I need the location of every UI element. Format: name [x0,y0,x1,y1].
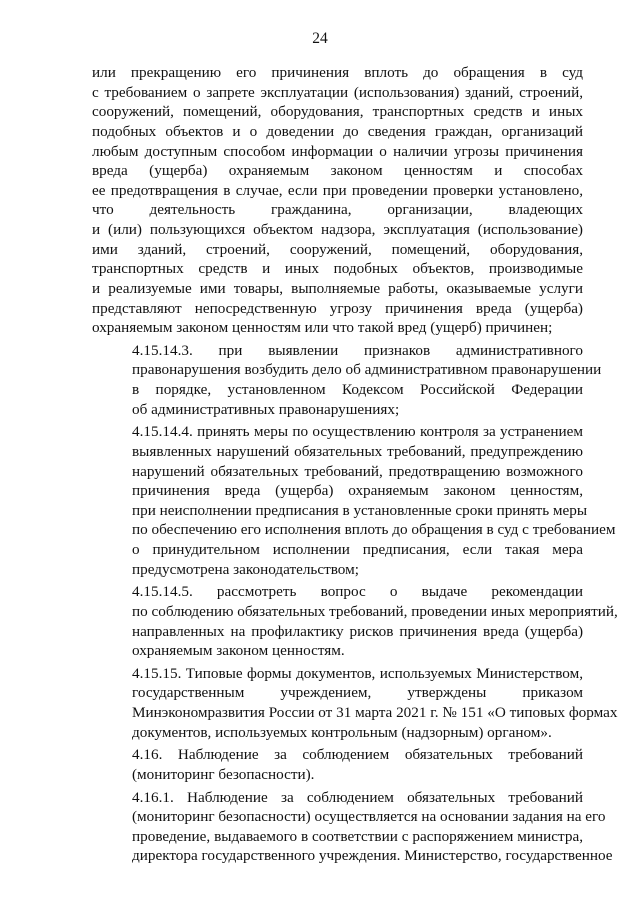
text-line: 4.15.14.4. принять меры по осуществлению контроля за устранением [132,423,583,441]
text-line: в порядке, установленном Кодексом Российской Федерации [132,381,583,398]
text-line: направленных на профилактику рисков причинения вреда (ущерба) [132,622,583,640]
text-line: сооружений, помещений, оборудования, транспортных средств и иных [92,103,583,121]
paragraph-4-16-1 [92,788,613,867]
text-line: и (или) пользующихся объектом надзора, эксплуатация (использование) [92,221,583,238]
text-line: с требованием о запрете эксплуатации (использования) зданий, строений, [92,83,583,101]
paragraph-4-15-15 [92,664,618,743]
text-line: об административных правонарушениях; [132,400,400,418]
text-line: подобных объектов и о доведении до сведения граждан, организаций [92,122,583,140]
text-line: предусмотрена законодательством; [132,560,359,578]
text-line: причинения вреда (ущерба) охраняемым законом ценностям, [132,482,583,500]
document-body [92,63,618,869]
text-line: (мониторинг безопасности). [132,765,315,783]
text-line: при неисполнении предписания в установленные сроки принять меры [132,501,588,519]
text-line: правонарушения возбудить дело об административном правонарушении [132,361,602,379]
text-line: 4.15.14.3. при выявлении признаков административного [132,341,583,359]
text-line: вреда (ущерба) охраняемым законом ценностям и способах [92,162,583,180]
paragraph-4-15-14-5 [92,582,618,661]
text-line: по соблюдению обязательных требований, проведении иных мероприятий, [132,602,618,620]
text-line: охраняемым законом ценностям. [132,642,345,660]
text-line: что деятельность гражданина, организации, владеющих [92,201,583,219]
text-line: директора государственного учреждения. Министерство, государственное [132,847,613,865]
text-line: ее предотвращения в случае, если при проведении проверки установлено, [92,181,583,199]
paragraph-4-15-14-4 [92,422,616,579]
text-line: (мониторинг безопасности) осуществляется на основании задания на его [132,808,606,826]
text-line: транспортных средств и иных подобных объектов, производимые [92,260,583,278]
page-number: 24 [312,30,328,47]
text-line: 4.16. Наблюдение за соблюдением обязательных требований [132,746,583,764]
paragraph-continuation [92,63,583,338]
paragraph-4-16 [92,745,583,784]
text-line: о принудительном исполнении предписания, если такая мера [132,541,583,558]
text-line: представляют непосредственную угрозу причинения вреда (ущерба) [92,299,583,317]
text-line: 4.15.15. Типовые формы документов, используемых Министерством, [132,664,583,682]
text-line: нарушений обязательных требований, предотвращению возможного [132,462,583,480]
text-line: Минэкономразвития России от 31 марта 2021 г. № 151 «О типовых формах [132,704,618,721]
text-line: проведение, выдаваемого в соответствии с распоряжением министра, [132,827,583,845]
text-line: любым доступным способом информации о наличии угрозы причинения [92,142,583,160]
text-line: документов, используемых контрольным (надзорным) органом». [132,723,552,741]
text-line: выявленных нарушений обязательных требований, предупреждению [132,442,583,460]
text-line: охраняемым законом ценностям или что такой вред (ущерб) причинен; [92,319,553,337]
text-line: 4.15.14.5. рассмотреть вопрос о выдаче рекомендации [132,583,583,601]
text-line: государственным учреждением, утверждены приказом [132,684,583,702]
text-line: ими зданий, строений, сооружений, помещений, оборудования, [92,240,583,258]
text-line: или прекращению его причинения вплоть до обращения в суд [92,64,583,81]
text-line: 4.16.1. Наблюдение за соблюдением обязательных требований [132,788,583,806]
paragraph-4-15-14-3 [92,341,602,420]
text-line: по обеспечению его исполнения вплоть до обращения в суд с требованием [132,521,616,539]
text-line: и реализуемые ими товары, выполняемые работы, оказываемые услуги [92,279,583,297]
